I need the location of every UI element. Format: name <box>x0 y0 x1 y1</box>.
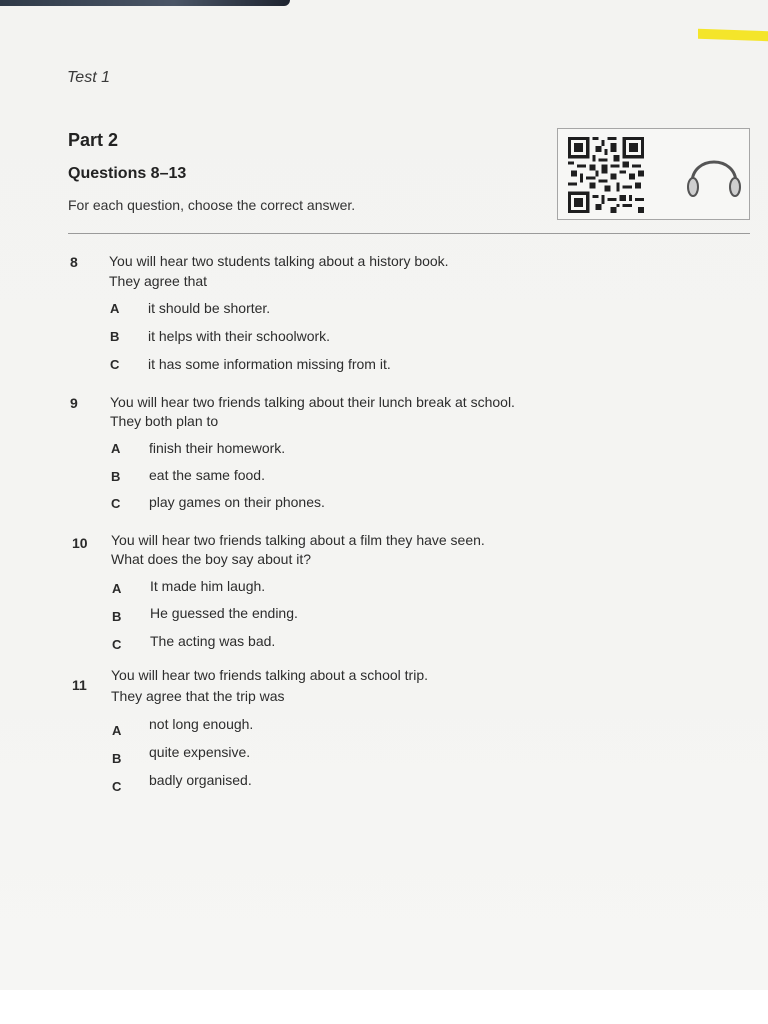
question-prompt: You will hear two students talking about a history book. <box>109 253 449 269</box>
question-number: 11 <box>72 677 87 693</box>
option-text-c[interactable]: play games on their phones. <box>149 494 325 510</box>
yellow-corner-strip <box>698 29 768 41</box>
option-letter-b[interactable]: B <box>111 469 121 484</box>
option-letter-c[interactable]: C <box>112 637 122 652</box>
option-text-a[interactable]: it should be shorter. <box>148 300 271 316</box>
option-letter-a[interactable]: A <box>112 581 122 596</box>
option-text-b[interactable]: quite expensive. <box>149 744 251 760</box>
question-stem: What does the boy say about it? <box>111 551 312 567</box>
option-letter-c[interactable]: C <box>112 779 122 794</box>
question-number: 8 <box>70 254 78 270</box>
option-text-a[interactable]: It made him laugh. <box>150 578 266 594</box>
option-text-b[interactable]: eat the same food. <box>149 467 265 483</box>
part-title: Part 2 <box>68 130 119 150</box>
question-prompt: You will hear two friends talking about their lunch break at school. <box>110 394 515 410</box>
instruction-text: For each question, choose the correct answer. <box>68 197 356 213</box>
question-stem: They agree that the trip was <box>111 688 285 704</box>
top-edge-strip <box>0 0 290 6</box>
option-text-a[interactable]: finish their homework. <box>149 440 286 456</box>
audio-box <box>557 128 750 220</box>
option-letter-b[interactable]: B <box>110 329 120 344</box>
option-letter-a[interactable]: A <box>111 441 121 456</box>
question-stem: They both plan to <box>110 413 219 429</box>
option-text-b[interactable]: He guessed the ending. <box>150 605 298 621</box>
option-text-c[interactable]: The acting was bad. <box>150 633 276 649</box>
option-letter-c[interactable]: C <box>111 496 121 511</box>
option-text-a[interactable]: not long enough. <box>149 716 254 732</box>
question-number: 10 <box>72 535 88 551</box>
question-number: 9 <box>70 395 78 411</box>
option-letter-b[interactable]: B <box>112 751 122 766</box>
headphones-icon[interactable] <box>682 143 746 203</box>
option-text-c[interactable]: badly organised. <box>149 772 252 788</box>
question-prompt: You will hear two friends talking about a film they have seen. <box>111 532 485 548</box>
qr-code-icon[interactable] <box>568 137 644 213</box>
question-stem: They agree that <box>109 273 208 289</box>
option-letter-a[interactable]: A <box>112 723 122 738</box>
option-letter-b[interactable]: B <box>112 609 122 624</box>
test-label: Test 1 <box>67 69 110 86</box>
questions-range-title: Questions 8–13 <box>68 165 187 182</box>
section-divider <box>68 233 750 234</box>
option-letter-c[interactable]: C <box>110 357 120 372</box>
option-text-b[interactable]: it helps with their schoolwork. <box>148 328 331 344</box>
page-bottom-edge <box>0 990 768 1024</box>
option-text-c[interactable]: it has some information missing from it. <box>148 356 391 372</box>
question-prompt: You will hear two friends talking about a school trip. <box>111 667 428 683</box>
option-letter-a[interactable]: A <box>110 301 120 316</box>
